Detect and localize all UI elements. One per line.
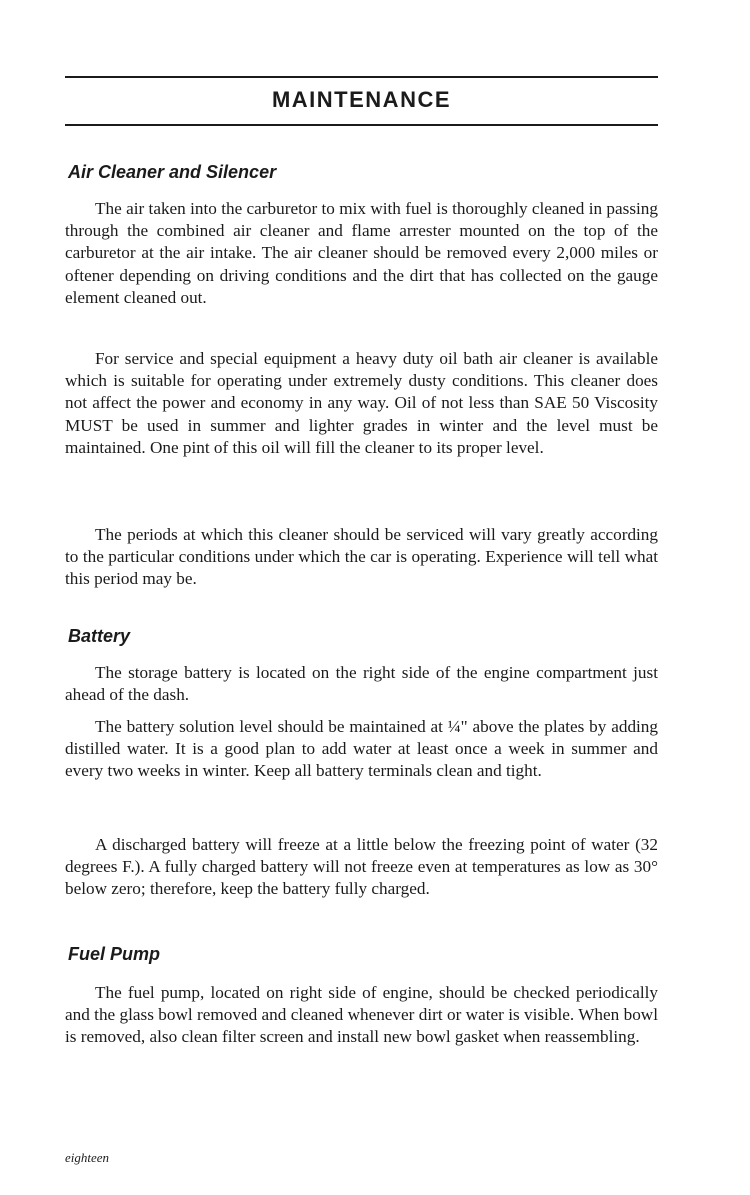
paragraph-air-cleaner-2: For service and special equipment a heavy duty oil bath air cleaner is available which is suitable for operating under extremely dusty conditions. This cleaner does not affect the power and economy in any way. Oil of not less than SAE 50 Viscosity MUST be used in summer and lighter grades in winter and the level must be maintained. One pint of this oil will fill the cleaner to its proper level. [65,349,658,457]
section-heading-air-cleaner: Air Cleaner and Silencer [68,162,277,182]
section-heading-battery: Battery [68,626,131,646]
page-title: MAINTENANCE [271,87,452,112]
section-heading-fuel-pump: Fuel Pump [68,944,161,964]
page-header [65,76,658,126]
paragraph-battery-1: The storage battery is located on the right side of the engine compartment just ahead of the dash. [65,663,658,705]
paragraph-air-cleaner-1: The air taken into the carburetor to mix with fuel is thoroughly cleaned in passing through the combined air cleaner and flame arrester mounted on the top of the carburetor at the air intake. The air cleaner should be removed every 2,000 miles or oftener depending on driving conditions and the dirt that has collected on the gauge element cleaned out. [65,199,658,307]
manual-page [65,0,658,1195]
paragraph-air-cleaner-3: The periods at which this cleaner should be serviced will vary greatly according to the particular conditions under which the car is operating. Experience will tell what this period may be. [65,525,658,589]
page-number: eighteen [65,1150,110,1165]
paragraph-battery-2: The battery solution level should be maintained at ¼" above the plates by adding distilled water. It is a good plan to add water at least once a week in summer and every two weeks in winter. Keep all battery terminals clean and tight. [65,717,658,781]
paragraph-battery-3: A discharged battery will freeze at a little below the freezing point of water (32 degrees F.). A fully charged battery will not freeze even at temperatures as low as 30° below zero; therefore, keep the battery fully charged. [65,835,658,899]
paragraph-fuel-pump-1: The fuel pump, located on right side of engine, should be checked periodically and the glass bowl removed and cleaned whenever dirt or water is visible. When bowl is removed, also clean filter screen and install new bowl gasket when reassembling. [65,983,658,1047]
